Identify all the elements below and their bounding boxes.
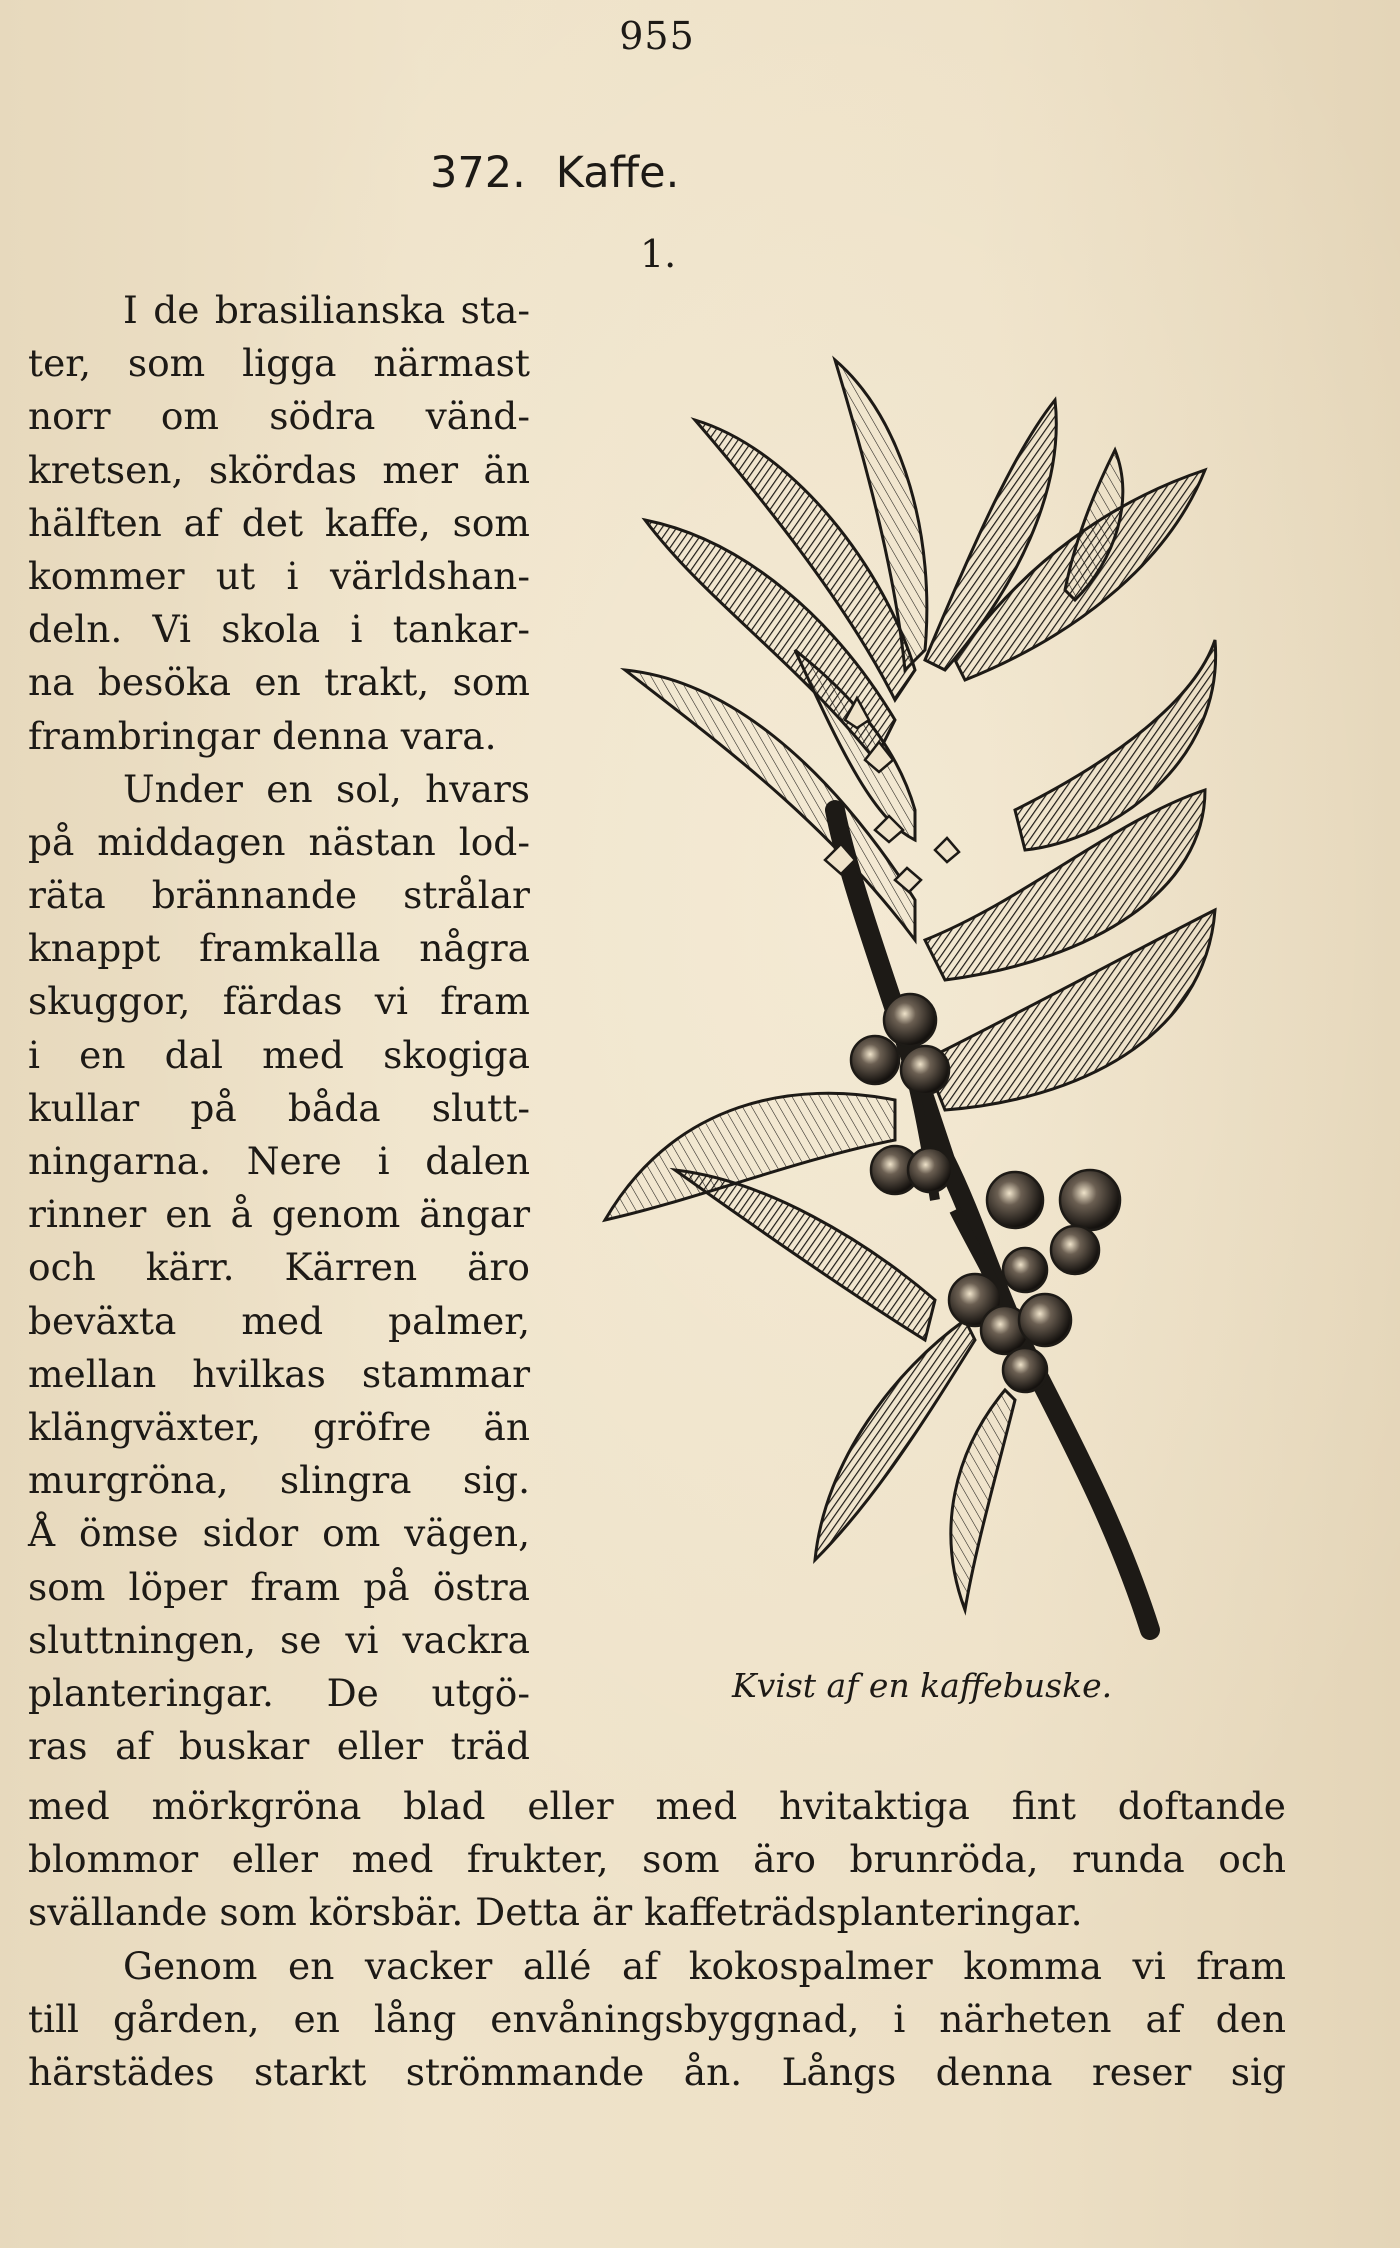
- text-line: blommor eller med frukter, som äro brunröda, runda och: [28, 1837, 1286, 1882]
- page-number: 955: [619, 14, 695, 58]
- text-line: som löper fram på östra: [28, 1564, 530, 1609]
- body-text-wide-column: [28, 1780, 1286, 2099]
- text-line: rinner en å genom ängar: [28, 1192, 530, 1237]
- figure-caption: Kvist af en kaffebuske.: [732, 1666, 1113, 1705]
- text-line: till gården, en lång envåningsbyggnad, i närheten af den: [28, 1996, 1286, 2041]
- text-line: frambringar denna vara.: [28, 713, 497, 758]
- text-line: på middagen nästan lod-: [28, 819, 530, 864]
- text-line: na besöka en trakt, som: [28, 660, 530, 705]
- text-line: och kärr. Kärren äro: [28, 1245, 530, 1290]
- text-line: planteringar. De utgö-: [28, 1670, 530, 1715]
- text-line: ras af buskar eller träd: [28, 1724, 530, 1769]
- text-line: knappt framkalla några: [28, 926, 530, 971]
- text-line: kretsen, skördas mer än: [28, 447, 530, 492]
- text-line: sluttningen, se vi vackra: [28, 1617, 530, 1662]
- text-line: svällande som körsbär. Detta är kaffeträdsplanteringar.: [28, 1890, 1083, 1935]
- text-line: härstädes starkt strömmande ån. Långs denna reser sig: [28, 2049, 1286, 2094]
- coffee-branch-illustration: [595, 340, 1295, 1710]
- text-line: med mörkgröna blad eller med hvitaktiga fint doftande: [28, 1784, 1286, 1828]
- text-line: murgröna, slingra sig.: [28, 1458, 530, 1503]
- subsection-number: 1.: [640, 232, 677, 276]
- text-line: kullar på båda slutt-: [28, 1085, 530, 1130]
- section-number: 372.: [430, 148, 526, 198]
- text-line: kommer ut i världshan-: [28, 553, 530, 598]
- text-line: beväxta med palmer,: [28, 1298, 530, 1343]
- text-line: ningarna. Nere i dalen: [28, 1139, 530, 1183]
- text-line: mellan hvilkas stammar: [28, 1351, 530, 1396]
- text-line: Genom en vacker allé af kokospalmer komma vi fram: [123, 1943, 1286, 1988]
- text-line: Under en sol, hvars: [123, 766, 530, 811]
- text-line: ter, som ligga närmast: [28, 341, 530, 386]
- text-line: Å ömse sidor om vägen,: [28, 1511, 530, 1556]
- section-title: Kaffe.: [555, 148, 680, 198]
- text-line: klängväxter, gröfre än: [28, 1404, 530, 1449]
- section-heading: [430, 148, 1030, 198]
- text-line: norr om södra vänd-: [28, 394, 530, 439]
- text-line: hälften af det kaffe, som: [28, 500, 530, 545]
- text-line: skuggor, färdas vi fram: [28, 979, 530, 1024]
- text-line: deln. Vi skola i tankar-: [28, 607, 530, 652]
- text-line: i en dal med skogiga: [28, 1032, 530, 1077]
- text-line: I de brasilianska sta-: [123, 288, 530, 332]
- body-text-narrow-column: [28, 284, 530, 1773]
- text-line: räta brännande strålar: [28, 873, 530, 918]
